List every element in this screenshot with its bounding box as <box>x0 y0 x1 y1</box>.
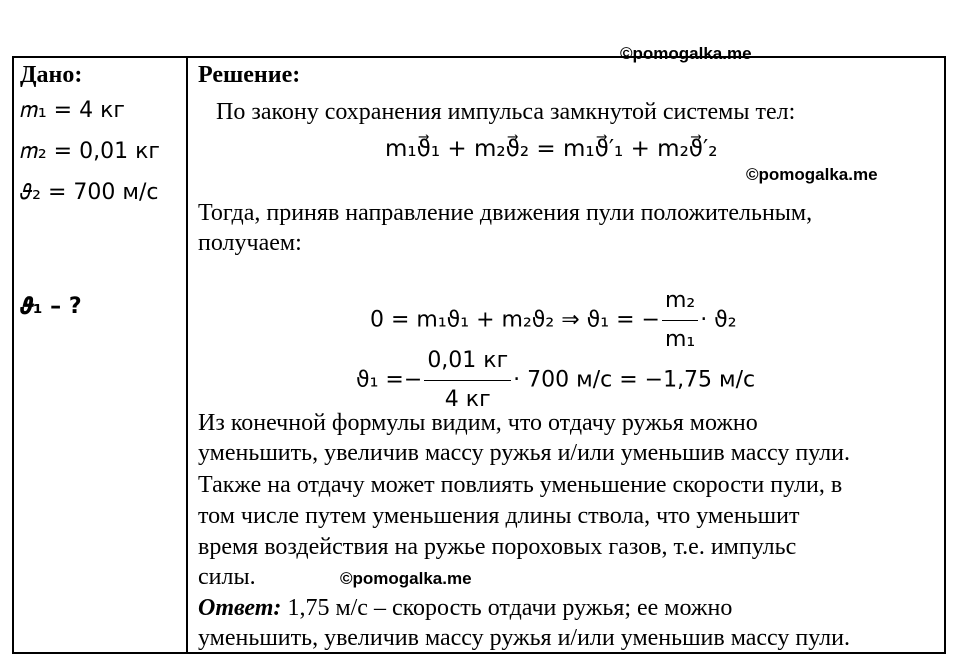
calc-fraction <box>424 344 511 417</box>
formula-velocity-left: 0 = m₁ϑ₁ + m₂ϑ₂ ⇒ ϑ₁ = − <box>370 307 660 333</box>
find-velocity: 𝝑₁ – ? <box>20 294 82 319</box>
mass-ratio-numerator: m₂ <box>662 284 698 321</box>
calc-denominator: 4 кг <box>444 387 491 412</box>
answer-line-1 <box>198 593 732 623</box>
conclusion-line-2: уменьшить, увеличив массу ружья и/или уменьшив массу пули. <box>198 440 850 466</box>
given-m2: 𝑚₂ = 0,01 кг <box>20 139 160 164</box>
then-text-line1: Тогда, приняв направление движения пули положительным, <box>198 200 813 226</box>
calc-right: · 700 м/с = −1,75 м/с <box>513 367 756 393</box>
given-header: Дано: <box>20 62 83 88</box>
conclusion-line-1: Из конечной формулы видим, что отдачу ружья можно <box>198 410 758 436</box>
conclusion-line-6: силы. <box>198 564 256 590</box>
law-text: По закону сохранения импульса замкнутой системы тел: <box>216 99 796 125</box>
mass-ratio-denominator: m₁ <box>664 327 696 352</box>
watermark-middle: ©pomogalka.me <box>746 165 878 184</box>
given-m1: 𝑚₁ = 4 кг <box>20 98 125 123</box>
solution-header: Решение: <box>198 62 301 88</box>
then-text-line2: получаем: <box>198 230 302 256</box>
conclusion-line-4: том числе путем уменьшения длины ствола, что уменьшит <box>198 503 800 529</box>
calc-numerator: 0,01 кг <box>424 344 511 381</box>
given-v2: 𝜗₂ = 700 м/с <box>20 180 159 205</box>
conclusion-line-3: Также на отдачу может повлиять уменьшение скорости пули, в <box>198 472 843 498</box>
formula-calculation <box>356 344 755 417</box>
conclusion-line-5: время воздействия на ружье пороховых газов, т.е. импульс <box>198 534 797 560</box>
watermark-top: ©pomogalka.me <box>620 44 752 63</box>
answer-line-2: уменьшить, увеличив массу ружья и/или уменьшив массу пули. <box>198 625 850 651</box>
answer-text: 1,75 м/с – скорость отдачи ружья; ее можно <box>281 595 733 621</box>
formula-velocity-right: · ϑ₂ <box>700 307 737 333</box>
answer-label: Ответ: <box>198 595 282 621</box>
column-divider <box>186 56 188 654</box>
calc-left: ϑ₁ =− <box>356 367 423 393</box>
momentum-equation: m₁ϑ⃗₁ + m₂ϑ⃗₂ = m₁ϑ⃗′₁ + m₂ϑ⃗′₂ <box>385 136 718 162</box>
watermark-bottom: ©pomogalka.me <box>340 569 472 588</box>
